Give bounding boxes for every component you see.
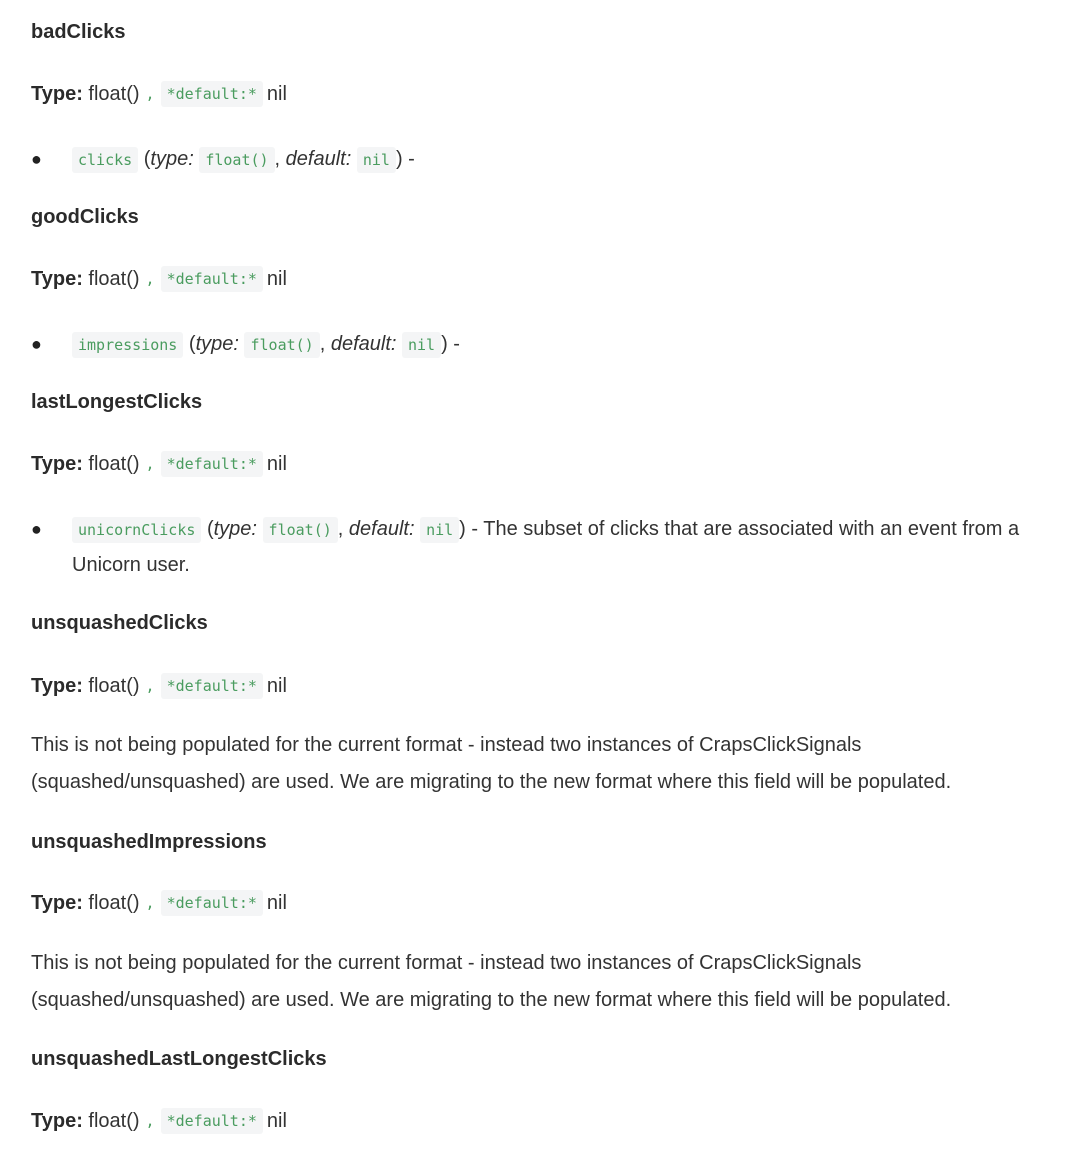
field-name: badClicks bbox=[31, 21, 126, 43]
default-value: nil bbox=[266, 82, 287, 105]
field-description: This is not being populated for the current format - instead two instances of CrapsClickSignals (squashed/unsquashed) are used. We are migrating to the new format where this field will be populated. bbox=[31, 952, 952, 1011]
bullet-icon: ● bbox=[31, 149, 42, 169]
field-name: unsquashedLastLongestClicks bbox=[31, 1048, 327, 1070]
default-value: nil bbox=[266, 891, 287, 914]
default-value: nil bbox=[266, 1109, 287, 1132]
type-label: Type: bbox=[31, 82, 83, 105]
field-type-line: Type: float() , *default:* nil bbox=[31, 449, 287, 479]
field-name: unsquashedClicks bbox=[31, 612, 208, 634]
list-item: ● unicornClicks (type: float() , default: nil ) - The subset of clicks that are associated with an event from a Unicorn user. bbox=[31, 511, 1051, 583]
type-label: Type: bbox=[31, 267, 83, 290]
list-item: ● impressions (type: float() , default: nil ) - bbox=[31, 326, 1051, 362]
type-label: Type: bbox=[31, 1109, 83, 1132]
bullet-icon: ● bbox=[31, 334, 42, 354]
param-code: clicks bbox=[72, 147, 138, 173]
list-item: ● clicks (type: float() , default: nil ) - bbox=[31, 141, 1051, 177]
default-code: *default:* bbox=[161, 266, 263, 292]
default-code: *default:* bbox=[161, 81, 263, 107]
type-value: float() bbox=[88, 891, 140, 914]
field-description: This is not being populated for the current format - instead two instances of CrapsClickSignals (squashed/unsquashed) are used. We are migrating to the new format where this field will be populated. bbox=[31, 734, 952, 793]
default-code: *default:* bbox=[161, 673, 263, 699]
default-value: nil bbox=[266, 267, 287, 290]
field-type-line: Type: float() , *default:* nil bbox=[31, 264, 287, 294]
type-value: float() bbox=[88, 452, 140, 475]
field-name: goodClicks bbox=[31, 206, 139, 228]
default-code: *default:* bbox=[161, 451, 263, 477]
field-type-line: Type: float() , *default:* nil bbox=[31, 1106, 287, 1136]
param-description: The subset of clicks that are associated with an event from a Unicorn user. bbox=[72, 518, 1020, 576]
param-code: unicornClicks bbox=[72, 517, 201, 543]
default-code: *default:* bbox=[161, 1108, 263, 1134]
field-type-line: Type: float() , *default:* nil bbox=[31, 888, 287, 918]
default-value: nil bbox=[266, 674, 287, 697]
type-value: float() bbox=[88, 674, 140, 697]
field-type-line: Type: float() , *default:* nil bbox=[31, 79, 287, 109]
type-label: Type: bbox=[31, 891, 83, 914]
type-label: Type: bbox=[31, 674, 83, 697]
bullet-icon: ● bbox=[31, 519, 42, 539]
type-value: float() bbox=[88, 267, 140, 290]
type-label: Type: bbox=[31, 452, 83, 475]
param-code: impressions bbox=[72, 332, 183, 358]
field-name: unsquashedImpressions bbox=[31, 831, 267, 853]
field-type-line: Type: float() , *default:* nil bbox=[31, 671, 287, 701]
default-code: *default:* bbox=[161, 890, 263, 916]
field-name: lastLongestClicks bbox=[31, 391, 203, 413]
default-value: nil bbox=[266, 452, 287, 475]
type-value: float() bbox=[88, 82, 140, 105]
type-value: float() bbox=[88, 1109, 140, 1132]
